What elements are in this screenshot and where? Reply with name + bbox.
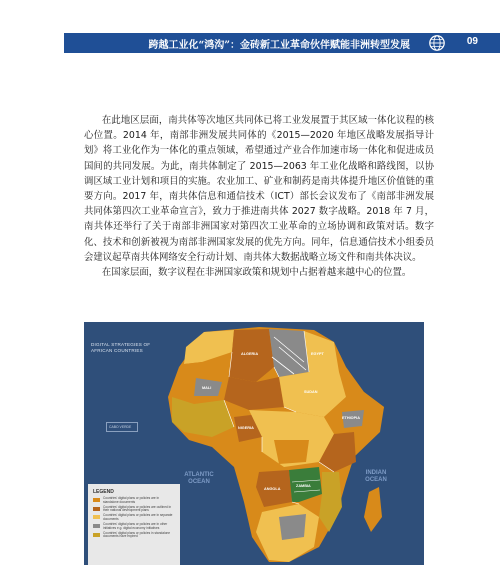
map-title-line1: DIGITAL STRATEGIES OF xyxy=(91,342,151,347)
atlantic-ocean-label: ATLANTIC OCEAN xyxy=(184,472,214,485)
header-title: 跨越工业化“鸿沟”：金砖新工业革命伙伴赋能非洲转型发展 xyxy=(148,40,410,51)
map-title xyxy=(91,342,150,354)
body-text xyxy=(84,113,434,280)
legend-title: LEGEND xyxy=(93,489,114,495)
label-mali: MALI xyxy=(202,386,212,390)
globe-emblem-icon xyxy=(428,34,446,52)
cabo-verde-inset xyxy=(106,422,138,432)
paragraph-national: 在国家层面，数字议程在非洲国家政策和规划中占据着越来越中心的位置。 xyxy=(101,267,412,279)
legend-swatch xyxy=(93,507,100,511)
label-zambia: ZAMBIA xyxy=(296,484,311,488)
indian-ocean-label: INDIAN OCEAN xyxy=(365,470,387,483)
africa-digital-strategies-map xyxy=(84,322,424,565)
label-algeria: ALGERIA xyxy=(241,352,259,356)
legend-item xyxy=(93,523,180,530)
legend-text: Countries' digital plans or policies are in separate documents xyxy=(103,513,173,521)
legend-text: Countries' digital plans or policies are outlined in their national development plans xyxy=(103,504,172,513)
label-nigeria: NIGERIA xyxy=(238,426,254,430)
legend-text: Countries' digital plans or policies are in other initiatives e.g. digital economy initiatives xyxy=(103,522,168,530)
label-sudan: SUDAN xyxy=(304,390,318,394)
legend-text: Countries' digital plans or policies are in standalone documents xyxy=(103,496,160,504)
label-angola: ANGOLA xyxy=(264,487,281,491)
legend-swatch xyxy=(93,515,100,519)
legend-item xyxy=(93,506,180,513)
page-number: 09 xyxy=(466,36,478,47)
legend-item xyxy=(93,514,180,521)
legend-text: Countries' digital plans or policies in standalone documents have expired xyxy=(103,530,171,539)
cabo-verde-label: CABO VERDE xyxy=(109,425,132,429)
legend-swatch xyxy=(93,524,100,528)
legend-swatch xyxy=(93,498,100,502)
page-header xyxy=(0,33,500,53)
map-legend xyxy=(88,484,180,565)
map-title-line2: AFRICAN COUNTRIES xyxy=(91,348,143,353)
header-band xyxy=(64,33,500,53)
legend-swatch xyxy=(93,533,100,537)
label-ethiopia: ETHIOPIA xyxy=(342,416,360,420)
paragraph-regional: 在此地区层面，南共体等次地区共同体已将工业发展置于其区域一体化议程的核心位置。2014 年，南部非洲发展共同体的《2015—2020 年地区战略发展指导计划》将工业化作为一体化的重点领域，希望通过产业合作加速市场一体化和促进成员国间的共同发展。为此，南共体制定了 2015—2063 年工业化战略和路线图，以协调区域工业计划和项目的实施。农业加工、矿业和制药是南共体提升地区价值链的重要方向。2017 年，南共体信息和通信技术（ICT）部长会议发布了《南部非洲发展共同体第四次工业革命宣言》，致力于推进南共体 2027 数字战略。2018 年 7 月，南共体还举行了关于南部非洲国家对第四次工业革命的立场协调和政策对话。数字化、技术和创新被视为南部非洲国家发展的优先方向。同年，信息通信技术小组委员会建议起草南共体网络安全行动计划、南共体大数据战略立场文件和南共体决议。 xyxy=(84,115,434,263)
legend-item xyxy=(93,497,180,504)
label-egypt: EGYPT xyxy=(311,352,324,356)
legend-item xyxy=(93,532,180,539)
